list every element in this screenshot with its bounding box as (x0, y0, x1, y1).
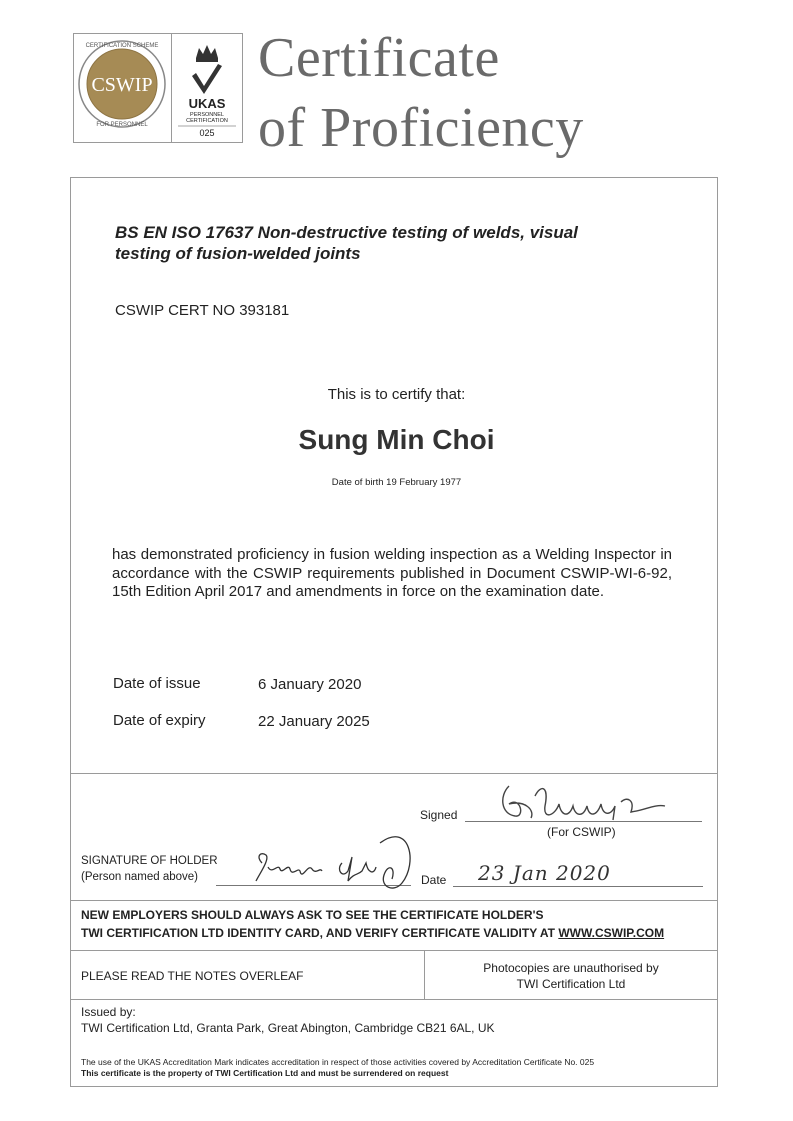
ukas-logo-number: 025 (199, 128, 215, 138)
cswip-logo-text: CSWIP (91, 74, 153, 96)
handwritten-date: 23 Jan 2020 (478, 861, 611, 885)
divider-signatures (70, 773, 718, 774)
issue-date-value: 6 January 2020 (258, 676, 362, 693)
check-mark-icon (192, 64, 222, 94)
expiry-date-value: 22 January 2025 (258, 713, 370, 730)
ukas-logo-line2: CERTIFICATION (186, 118, 228, 124)
title-line1: Certificate (258, 27, 500, 89)
accreditation-footnote: The use of the UKAS Accreditation Mark indicates accreditation in respect of those activities covered by Accreditation Certificate No. 025 (81, 1057, 595, 1067)
logo-divider (171, 33, 172, 143)
proficiency-statement: has demonstrated proficiency in fusion welding inspection as a Welding Inspector in accordance with the CSWIP requirements published in Document CSWIP-WI-6-92, 15th Edition April 2017 and amendments in force on the examination date. (112, 546, 672, 600)
issuer-address: TWI Certification Ltd, Granta Park, Great Abington, Cambridge CB21 6AL, UK (81, 1021, 495, 1035)
cswip-signature (495, 776, 695, 828)
divider-notes-vertical (424, 950, 425, 1000)
cswip-logo-ring-bottom: FOR PERSONNEL (96, 122, 148, 128)
holder-name: Sung Min Choi (298, 424, 495, 455)
employer-notice-line1: NEW EMPLOYERS SHOULD ALWAYS ASK TO SEE THE CERTIFICATE HOLDER'S (81, 908, 544, 922)
date-label: Date (421, 873, 447, 887)
issue-date-label: Date of issue (113, 675, 201, 692)
divider-notes (70, 950, 718, 951)
issued-by-label: Issued by: (81, 1005, 136, 1019)
holder-signature (250, 823, 420, 895)
photocopy-notice-line2: TWI Certification Ltd (516, 977, 626, 991)
standard-title-line2: testing of fusion-welded joints (115, 244, 361, 263)
for-cswip-label: (For CSWIP) (547, 825, 616, 839)
ukas-logo-line1: PERSONNEL (190, 112, 224, 118)
signed-label: Signed (420, 808, 458, 822)
certify-text: This is to certify that: (327, 386, 466, 403)
divider-notice (70, 900, 718, 901)
cert-number: CSWIP CERT NO 393181 (115, 302, 290, 319)
divider-issuer (70, 999, 718, 1000)
standard-title (115, 222, 675, 264)
cswip-logo-ring-top: CERTIFICATION SCHEME (85, 43, 159, 49)
title-line2: of Proficiency (258, 97, 584, 159)
property-footnote: This certificate is the property of TWI Certification Ltd and must be surrendered on request (81, 1068, 449, 1078)
expiry-date-label: Date of expiry (113, 712, 206, 729)
employer-notice-text: TWI CERTIFICATION LTD IDENTITY CARD, AND VERIFY CERTIFICATE VALIDITY AT (81, 926, 559, 940)
notes-overleaf: PLEASE READ THE NOTES OVERLEAF (81, 969, 304, 983)
crown-icon (196, 45, 218, 62)
ukas-logo (174, 36, 240, 140)
ukas-logo-name: UKAS (188, 96, 226, 111)
holder-signature-label: SIGNATURE OF HOLDER (81, 855, 218, 867)
date-line (453, 886, 703, 887)
photocopy-notice-line1: Photocopies are unauthorised by (483, 961, 659, 975)
employer-notice-line2 (81, 926, 664, 940)
cswip-website-link[interactable]: WWW.CSWIP.COM (558, 926, 665, 940)
cswip-logo (76, 36, 168, 140)
date-of-birth: Date of birth 19 February 1977 (331, 477, 462, 488)
holder-signature-sublabel: (Person named above) (81, 871, 198, 883)
standard-title-line1: BS EN ISO 17637 Non-destructive testing of welds, visual (115, 223, 578, 242)
